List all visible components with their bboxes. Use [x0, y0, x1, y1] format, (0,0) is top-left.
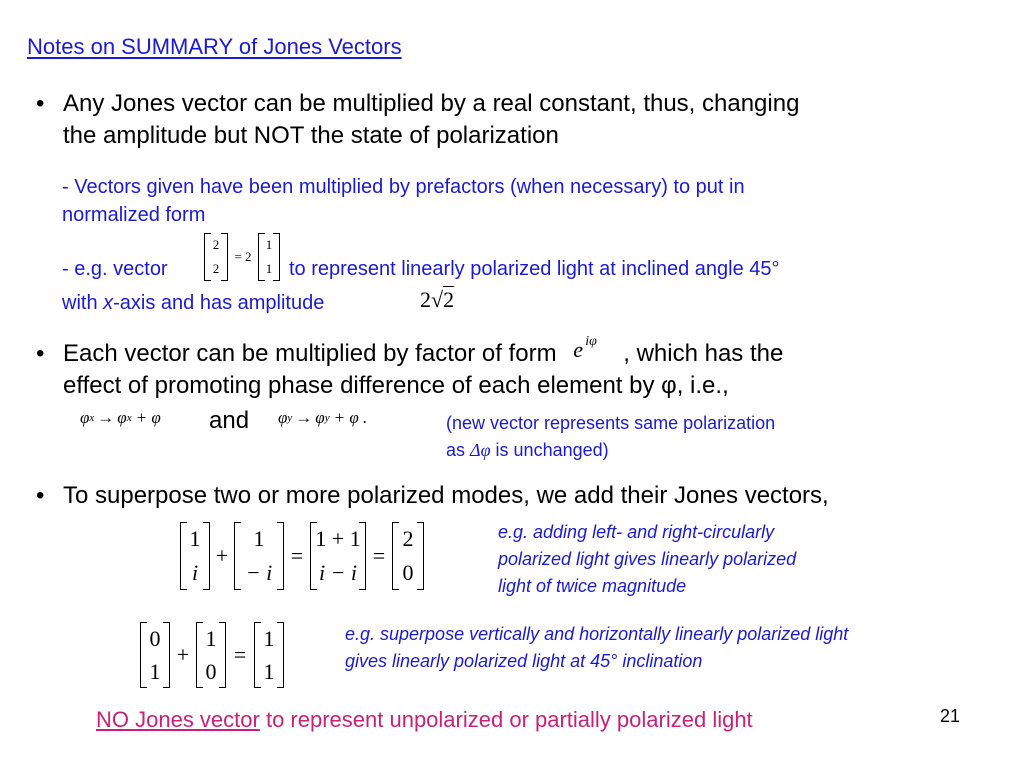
and-text: and: [209, 407, 250, 434]
matrix-2-2: [204, 233, 228, 281]
matrix-cell: i − i: [318, 560, 358, 585]
equals-two: = 2: [234, 249, 252, 264]
bullet-2-line-1: [63, 334, 784, 370]
phi-symbol: φ: [117, 408, 127, 427]
factor-exponent: iφ: [585, 334, 597, 349]
eg-vector-label: - e.g. vector: [62, 258, 168, 280]
matrix-cell: 1: [189, 526, 201, 551]
bullet-dot: •: [36, 340, 45, 367]
phi-symbol: φ: [80, 408, 90, 427]
equals-sign: =: [372, 543, 386, 568]
x-axis-symbol: x: [103, 292, 114, 314]
phi-symbol: φ: [278, 408, 288, 427]
circular-note: [498, 519, 796, 600]
matrix-1-1-result: [254, 622, 284, 688]
linear-note-line-1: e.g. superpose vertically and horizontally linearly polarized light: [345, 624, 849, 644]
bullet-2: [36, 334, 784, 402]
with-text: with: [62, 292, 104, 314]
matrix-1-1: [258, 233, 280, 281]
sub-point-2-line-2: [62, 289, 324, 317]
sub-point-1-line-2: normalized form: [62, 204, 206, 226]
delta-phi-symbol: Δφ: [470, 440, 491, 460]
bullet-2-line-1-post: , which has the: [623, 340, 784, 367]
slide-title: Notes on SUMMARY of Jones Vectors: [27, 34, 402, 59]
equals-sign: =: [290, 543, 304, 568]
matrix-1-i: [180, 522, 210, 590]
bullet-1: [36, 88, 800, 152]
bullet-3: [36, 480, 829, 512]
factor-base: e: [573, 337, 583, 362]
matrix-cell: 1: [263, 626, 275, 651]
linear-note-line-2: gives linearly polarized light at 45° inclination: [345, 651, 703, 671]
bullet-dot: •: [36, 90, 45, 117]
plus-sign: +: [215, 543, 229, 568]
phi-symbol: φ: [315, 408, 325, 427]
matrix-cell: 1: [265, 261, 273, 276]
phase-shift-x: [80, 408, 161, 428]
matrix-cell: 1: [253, 526, 265, 551]
amplitude-coefficient: 2: [420, 287, 431, 312]
bullet-2-line-1-pre: Each vector can be multiplied by factor of form: [63, 340, 557, 367]
subscript: y: [287, 412, 293, 424]
as-text: as: [446, 440, 471, 460]
matrix-cell: 1: [265, 237, 273, 252]
matrix-cell: 2: [212, 237, 220, 252]
subscript: x: [89, 412, 95, 424]
circular-note-line-1: e.g. adding left- and right-circularly: [498, 522, 775, 542]
matrix-cell: 0: [149, 626, 161, 651]
matrix-cell: i: [191, 560, 199, 585]
polarization-note-line-2: [446, 437, 775, 464]
matrix-1-0: [196, 622, 226, 688]
axis-amplitude-text: -axis and has amplitude: [113, 292, 325, 314]
matrix-cell: 1: [205, 626, 217, 651]
linear-superposition-equation: [140, 620, 284, 690]
bullet-1-line-2: the amplitude but NOT the state of polarization: [63, 122, 559, 149]
matrix-cell: 0: [402, 560, 414, 585]
polarization-note: [446, 410, 775, 464]
bullet-1-line-1: Any Jones vector can be multiplied by a real constant, thus, changing: [63, 90, 800, 117]
matrix-cell: − i: [245, 560, 273, 585]
amplitude-radicand: 2: [443, 287, 455, 312]
phase-factor: [563, 334, 623, 370]
sub-point-1-line-1: - Vectors given have been multiplied by prefactors (when necessary) to put in: [62, 176, 745, 198]
matrix-cell: 2: [402, 526, 414, 551]
circular-note-line-3: light of twice magnitude: [498, 576, 687, 596]
circular-note-line-2: polarized light gives linearly polarized: [498, 549, 797, 569]
polarization-note-line-1: (new vector represents same polarization: [446, 413, 776, 433]
plus-phi: + φ: [135, 408, 161, 427]
sub-point-2-line-1: [62, 255, 168, 283]
amplitude-value: [420, 287, 454, 313]
phase-shift-y: [278, 408, 367, 428]
matrix-1-minus-i: [234, 522, 284, 590]
matrix-cell: 1 + 1: [315, 526, 361, 551]
linear-note: [345, 621, 848, 675]
unpolarized-footnote: [96, 707, 753, 733]
sqrt-symbol: √: [431, 287, 444, 312]
matrix-2-0: [392, 522, 424, 590]
unpolarized-text: to represent unpolarized or partially polarized light: [259, 707, 753, 732]
plus-sign: +: [176, 642, 190, 667]
equals-sign: =: [233, 642, 247, 667]
matrix-cell: 1: [263, 659, 275, 684]
matrix-cell: 0: [205, 659, 217, 684]
plus-phi: + φ .: [333, 408, 368, 427]
subscript: x: [126, 412, 132, 424]
matrix-cell: 1: [149, 659, 161, 684]
bullet-2-line-2: effect of promoting phase difference of each element by φ, i.e.,: [63, 372, 729, 399]
matrix-sum: [310, 522, 366, 590]
sub-point-2-suffix: to represent linearly polarized light at inclined angle 45°: [289, 258, 780, 280]
matrix-cell: 2: [212, 261, 220, 276]
unchanged-text: is unchanged): [490, 440, 609, 460]
bullet-3-line-1: To superpose two or more polarized modes, we add their Jones vectors,: [63, 482, 829, 509]
page-number: 21: [940, 706, 961, 726]
sub-point-1: [62, 173, 745, 229]
arrow-icon: →: [295, 408, 313, 427]
no-jones-vector-text: NO Jones vector: [96, 707, 260, 732]
normalized-vector-equation: [204, 232, 280, 282]
circular-superposition-equation: [180, 520, 424, 592]
arrow-icon: →: [97, 408, 115, 427]
bullet-dot: •: [36, 482, 45, 509]
matrix-0-1: [140, 622, 170, 688]
subscript: y: [324, 412, 330, 424]
